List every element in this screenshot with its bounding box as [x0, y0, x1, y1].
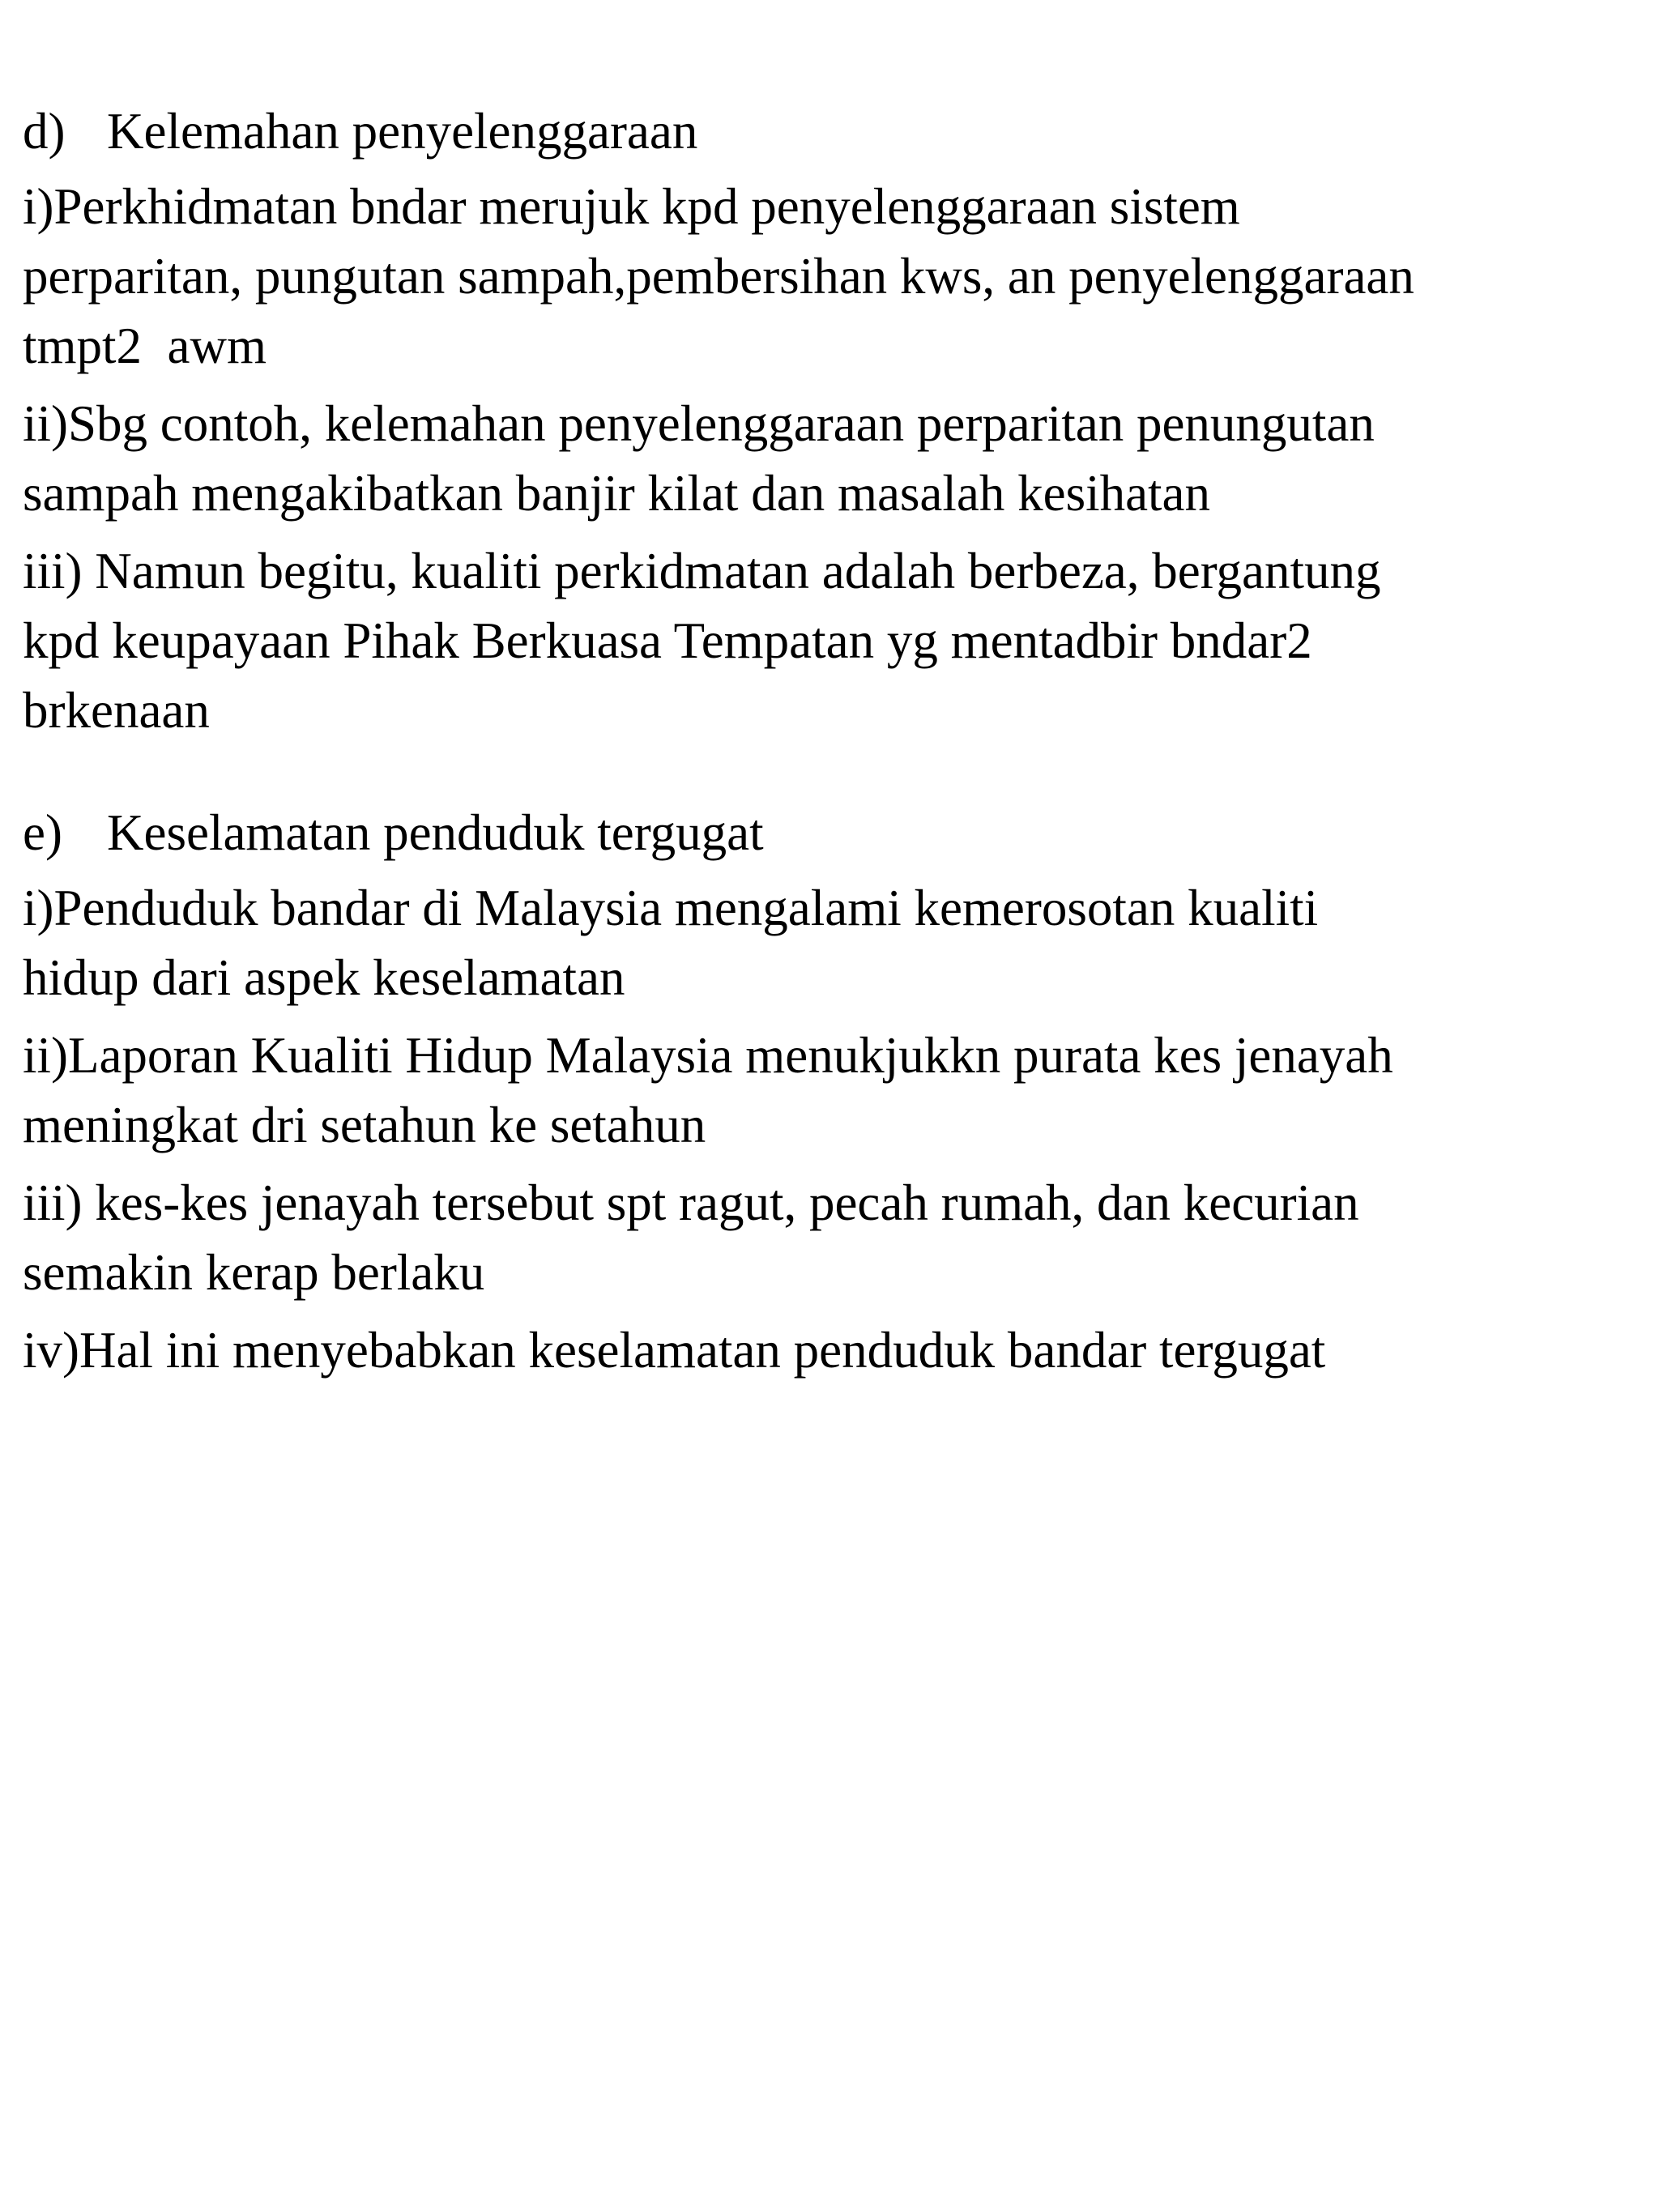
list-item: iv)Hal ini menyebabkan keselamatan penduduk bandar tergugat — [23, 1322, 1326, 1379]
list-item: i)Perkhidmatan bndar merujuk kpd penyelenggaraan sistem perparitan, pungutan sampah,pembersihan kws, an penyelenggaraan tmpt2 awm — [23, 178, 1414, 374]
list-item: iii) Namun begitu, kualiti perkidmatan adalah berbeza, bergantung kpd keupayaan Pihak Berkuasa Tempatan yg mentadbir bndar2 brkenaan — [23, 543, 1381, 739]
section-heading — [23, 797, 1635, 868]
list-item: iii) kes-kes jenayah tersebut spt ragut, pecah rumah, dan kecurian semakin kerap berlaku — [23, 1174, 1359, 1301]
section-marker: d) — [23, 103, 66, 160]
list-item: i)Penduduk bandar di Malaysia mengalami kemerosotan kualiti hidup dari aspek keselamatan — [23, 880, 1319, 1006]
section-title: Keselamatan penduduk tergugat — [107, 804, 764, 861]
section-title: Kelemahan penyelenggaraan — [107, 103, 698, 160]
section-marker: e) — [23, 804, 62, 861]
document-page — [23, 96, 1635, 1393]
section-e — [23, 797, 1635, 1385]
list-item: ii)Laporan Kualiti Hidup Malaysia menukjukkn purata kes jenayah meningkat dri setahun ke setahun — [23, 1027, 1393, 1153]
section-d — [23, 96, 1635, 745]
list-item: ii)Sbg contoh, kelemahan penyelenggaraan perparitan penungutan sampah mengakibatkan banjir kilat dan masalah kesihatan — [23, 395, 1375, 522]
section-heading — [23, 96, 1635, 167]
